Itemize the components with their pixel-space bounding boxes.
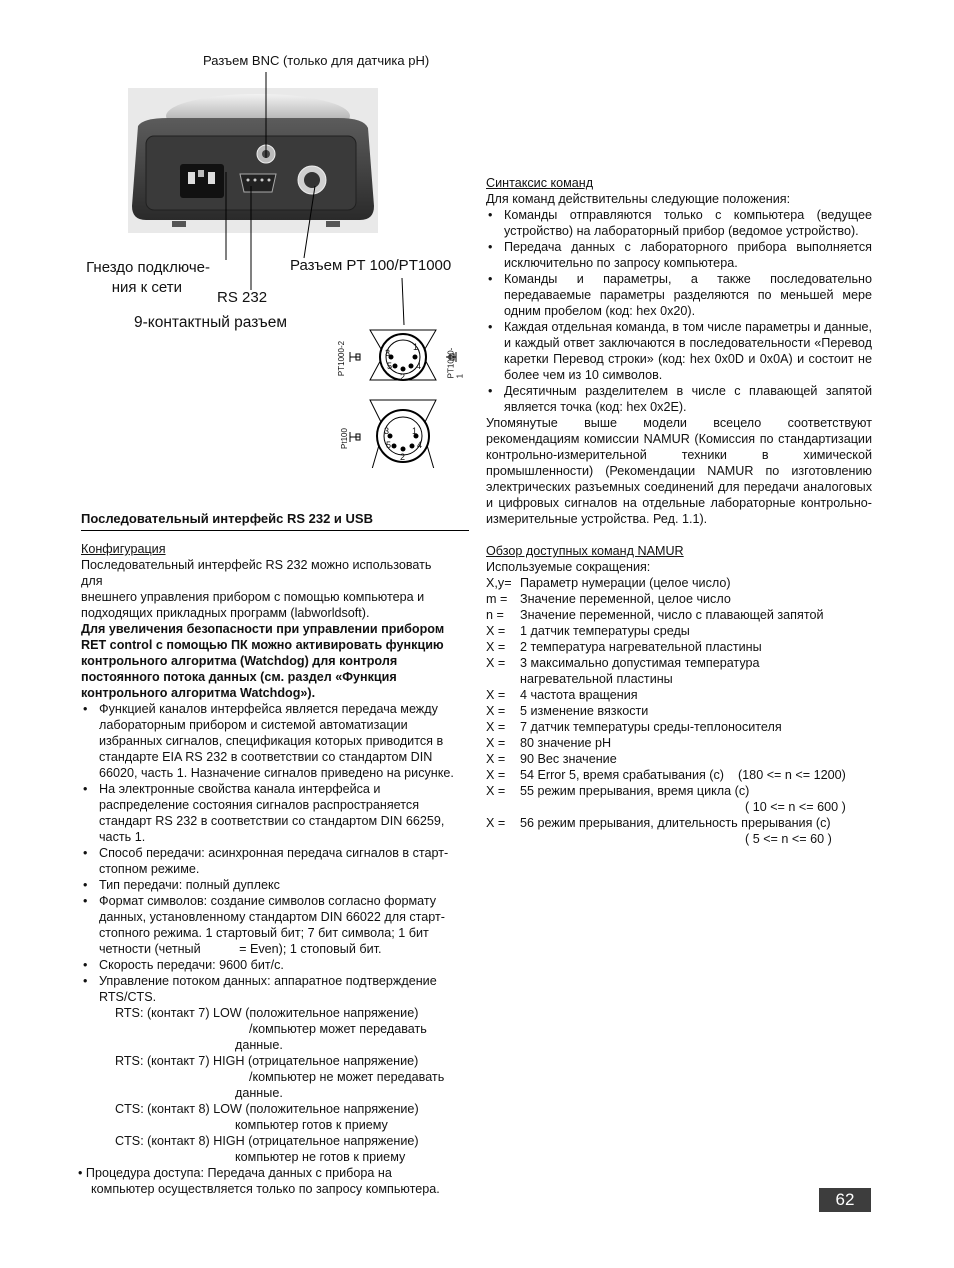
signal-desc: данные. (235, 1086, 283, 1100)
ninepin-label: 9-контактный разъем (134, 314, 287, 331)
abbr-row (486, 607, 872, 623)
mains-label-line1: Гнездо подключе- (86, 259, 210, 276)
abbr-value: 2 температура нагревательной пластины (520, 640, 762, 654)
list-item: • Команды отправляются только с компьютера (ведущее устройство) на лабораторный прибор (ведомое устройство). (486, 207, 872, 239)
abbr-key: X = (486, 704, 506, 718)
abbr-key: X = (486, 720, 506, 734)
mains-socket-label (78, 258, 210, 298)
bnc-label: Разъем BNC (только для датчика pH) (203, 53, 430, 68)
page-number: 62 (835, 1190, 855, 1209)
access-line-1: • Процедура доступа: Передача данных с прибора на (78, 1166, 392, 1180)
intro-line-3: внешнего управления прибором с помощью компьютера и подходящих прикладных программ (labworldsoft). (81, 590, 425, 620)
list-item: • Скорость передачи: 9600 бит/с. (81, 957, 467, 973)
rs232-label: RS 232 (217, 289, 268, 306)
list-item: • На электронные свойства канала интерфейса и распределение состояния сигналов распространяется стандарт RS 232 в соответствии со стандартом DIN 66259, часть 1. (81, 781, 467, 845)
abbr-key: X = (486, 640, 506, 654)
signal-head: CTS: (контакт 8) LOW (положительное напряжение) (115, 1102, 419, 1116)
intro-line-2: для (81, 574, 103, 588)
signal-head: CTS: (контакт 8) HIGH (отрицательное напряжение) (115, 1134, 419, 1148)
list-item: • Тип передачи: полный дуплекс (81, 877, 467, 893)
pin-label: 5 (386, 440, 392, 450)
abbr-value: 56 режим прерывания, длительность прерывания (с) (520, 816, 831, 830)
abbr-row (486, 767, 872, 783)
pt1000-2-label: PT1000-2 (337, 340, 347, 377)
abbr-list (486, 575, 872, 847)
config-title: Конфигурация (81, 542, 166, 556)
pt1000-1-label: PT1000-1 (446, 347, 465, 379)
section-rule (81, 530, 469, 531)
signal-desc: /компьютер не может передавать (249, 1070, 445, 1084)
overview-title: Обзор доступных команд NAMUR (486, 544, 684, 558)
abbr-intro: Используемые сокращения: (486, 560, 651, 574)
left-column (78, 541, 467, 1197)
abbr-row (486, 735, 872, 751)
syntax-title: Синтаксис команд (486, 176, 594, 190)
list-item: • Управление потоком данных: аппаратное подтверждение RTS/CTS. (81, 973, 467, 1005)
pin-label: 3 (384, 426, 390, 436)
list-item: • Команды и параметры, а также последовательно передаваемые параметры разделяются по меньшей мере одним пробелом (код: hex 0x20). (486, 271, 872, 319)
intro-line-1: Последовательный интерфейс RS 232 можно использовать (81, 558, 432, 572)
signal-desc: данные. (235, 1038, 283, 1052)
watchdog-note: Для увеличения безопасности при управлении прибором RET control с помощью ПК можно активировать функцию контрольного алгоритма (Watchdog) для контроля постоянного потока данных (см. раздел «Функция контрольного алгоритма Watchdog»). (81, 622, 445, 700)
abbr-key: n = (486, 608, 504, 622)
pin-label: 5 (387, 361, 393, 371)
abbr-row (486, 623, 872, 639)
abbr-key: m = (486, 592, 508, 606)
abbr-value: 7 датчик температуры среды-теплоносителя (520, 720, 782, 734)
abbr-row (486, 591, 872, 607)
abbr-key: X = (486, 752, 506, 766)
page-number-badge (819, 1188, 871, 1212)
access-line-2: компьютер осуществляется только по запросу компьютера. (91, 1182, 440, 1196)
pt1000-pin-diagram (337, 328, 470, 398)
abbr-row (486, 719, 872, 735)
abbr-value: 90 Вес значение (520, 752, 617, 766)
access-procedure (78, 1165, 464, 1197)
signal-desc: компьютер не готов к приему (235, 1150, 406, 1164)
abbr-key: X = (486, 736, 506, 750)
list-item: • Передача данных с лабораторного прибора выполняется исключительно по запросу компьютера. (486, 239, 872, 271)
list-item: • Функцией каналов интерфейса является передача между лабораторным прибором и системой автоматизации избранных сигналов, спецификация которых приводится в стандарте EIA RS 232 в соответствии со стандартом DIN 66020, часть 1. Назначение сигналов приведено на рисунке. (81, 701, 467, 781)
pt-connector-label: Разъем PT 100/PT1000 (290, 257, 452, 274)
abbr-row (486, 703, 872, 719)
abbr-row (486, 751, 872, 767)
abbr-key: X = (486, 784, 506, 798)
pin-label: 4 (416, 361, 422, 371)
abbr-value: Значение переменной, число с плавающей запятой (520, 608, 824, 622)
abbr-key: X,y= (486, 576, 512, 590)
right-column (486, 175, 872, 847)
list-item: • Способ передачи: асинхронная передача сигналов в старт-стопном режиме. (81, 845, 467, 877)
pin-label: 1 (413, 342, 419, 352)
abbr-key: X = (486, 816, 506, 830)
abbr-row (486, 783, 872, 799)
signal-desc: компьютер готов к приему (235, 1118, 388, 1132)
pt100-pin-diagram (340, 398, 470, 468)
signal-desc: /компьютер может передавать (249, 1022, 427, 1036)
section-title: Последовательный интерфейс RS 232 и USB (81, 511, 373, 526)
pin-label: 4 (417, 440, 423, 450)
abbr-value: 1 датчик температуры среды (520, 624, 690, 638)
signal-head: RTS: (контакт 7) LOW (положительное напряжение) (115, 1006, 419, 1020)
abbr-row (486, 575, 872, 591)
abbr-value: Параметр нумерации (целое число) (520, 576, 731, 590)
signal-head: RTS: (контакт 7) HIGH (отрицательное напряжение) (115, 1054, 419, 1068)
namur-paragraph: Упомянутые выше модели всецело соответствуют рекомендациям комиссии NAMUR (Комиссия по стандартизации контрольно-измерительной техники в химической промышленности) (Рекомендации NAMUR по изготовлению электрических разъемных соединений для передачи аналоговых и цифровых сигналов на отдельные лабораторные контрольно-измерительные устройства. Ред. 1.1). (486, 416, 872, 526)
abbr-key: X = (486, 656, 506, 670)
abbr-row (486, 655, 872, 687)
abbr-key: X = (486, 624, 506, 638)
range-55: ( 10 <= n <= 600 ) (745, 800, 846, 814)
abbr-row (486, 687, 872, 703)
pin-label: 2 (400, 372, 406, 382)
abbr-key: X = (486, 688, 506, 702)
abbr-value: Значение переменной, целое число (520, 592, 731, 606)
pin-label: 1 (412, 426, 418, 436)
access-text-1: Процедура доступа: Передача данных с прибора на (85, 1166, 392, 1180)
abbr-value: 3 максимально допустимая температура нагревательной пластины (520, 656, 760, 686)
abbr-value: 4 частота вращения (520, 688, 638, 702)
abbr-row (486, 639, 872, 655)
mains-label-line2: ния к сети (111, 279, 182, 296)
abbr-value: 54 Error 5, время срабатывания (с) (180 <= n <= 1200) (520, 768, 846, 782)
list-item: • Десятичным разделителем в числе с плавающей запятой является точка (код: hex 0x2E). (486, 383, 872, 415)
list-item: • Каждая отдельная команда, в том числе параметры и данные, и каждый ответ заключаются в последовательности «Перевод каретки Перевод строки» (код: hex 0x0D и 0x0A) и состоит не более чем из 10 символов. (486, 319, 872, 383)
pin-label: 2 (400, 452, 406, 462)
range-56: ( 5 <= n <= 60 ) (745, 832, 832, 846)
abbr-value: 55 режим прерывания, время цикла (с) (520, 784, 750, 798)
signal-block (81, 1005, 467, 1165)
pt100-label: Pt100 (339, 428, 349, 449)
syntax-intro: Для команд действительны следующие положения: (486, 192, 791, 206)
abbr-value: 80 значение pH (520, 736, 612, 750)
abbr-key: X = (486, 768, 506, 782)
list-item: • Формат символов: создание символов согласно формату данных, установленному стандартом DIN 66022 для старт-стопного режима. 1 стартовый бит; 7 бит символа; 1 бит четности (четный = Even); 1 стоповый бит. (81, 893, 467, 957)
abbr-value: 5 изменение вязкости (520, 704, 649, 718)
pin-label: 3 (385, 348, 391, 358)
abbr-row (486, 815, 872, 831)
